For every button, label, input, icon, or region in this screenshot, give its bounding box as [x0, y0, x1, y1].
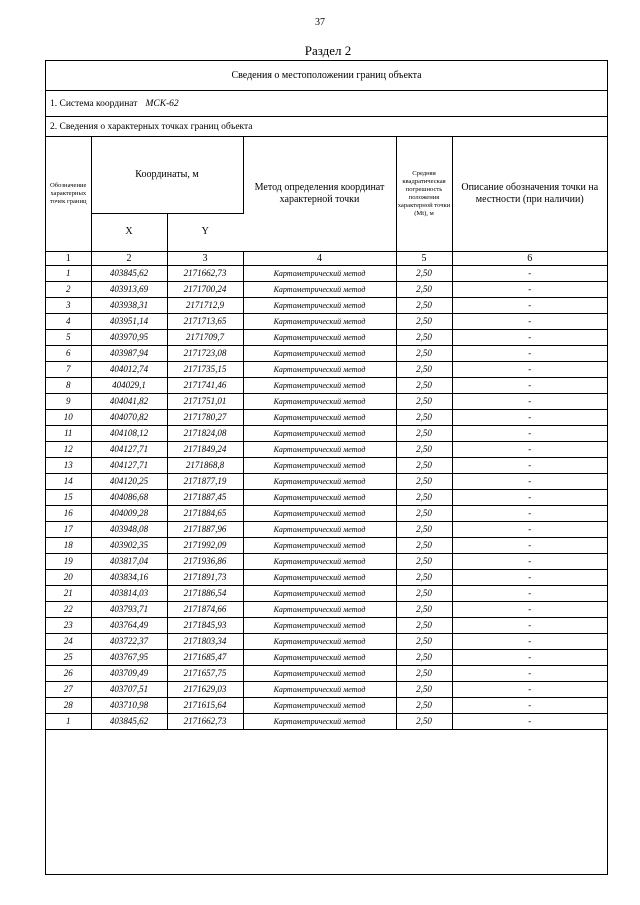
- method-cell: Картометрический метод: [243, 345, 396, 361]
- description-cell: -: [452, 265, 607, 281]
- table-row: [46, 409, 607, 425]
- table-row: [46, 601, 607, 617]
- accuracy-cell: 2,50: [396, 489, 452, 505]
- point-number-cell: 3: [46, 297, 91, 313]
- description-cell: -: [452, 601, 607, 617]
- description-cell: -: [452, 569, 607, 585]
- accuracy-cell: 2,50: [396, 457, 452, 473]
- point-number-cell: 4: [46, 313, 91, 329]
- table-row: [46, 713, 607, 729]
- table-row: [46, 665, 607, 681]
- col-number: 2: [91, 251, 167, 265]
- y-coordinate-cell: 2171662,73: [167, 713, 243, 729]
- method-cell: Картометрический метод: [243, 553, 396, 569]
- description-cell: -: [452, 697, 607, 713]
- y-coordinate-cell: 2171741,46: [167, 377, 243, 393]
- table-row: [46, 329, 607, 345]
- x-coordinate-cell: 404070,82: [91, 409, 167, 425]
- point-number-cell: 20: [46, 569, 91, 585]
- y-coordinate-cell: 2171629,03: [167, 681, 243, 697]
- description-cell: -: [452, 393, 607, 409]
- point-number-cell: 1: [46, 265, 91, 281]
- method-cell: Картометрический метод: [243, 457, 396, 473]
- col-coordinates: Координаты, м: [91, 137, 243, 213]
- table-row: [46, 553, 607, 569]
- point-number-cell: 1: [46, 713, 91, 729]
- accuracy-cell: 2,50: [396, 681, 452, 697]
- description-cell: -: [452, 441, 607, 457]
- point-number-cell: 8: [46, 377, 91, 393]
- description-cell: -: [452, 505, 607, 521]
- method-cell: Картометрический метод: [243, 441, 396, 457]
- x-coordinate-cell: 403948,08: [91, 521, 167, 537]
- accuracy-cell: 2,50: [396, 441, 452, 457]
- description-cell: -: [452, 537, 607, 553]
- method-cell: Картометрический метод: [243, 505, 396, 521]
- point-number-cell: 13: [46, 457, 91, 473]
- y-coordinate-cell: 2171803,34: [167, 633, 243, 649]
- method-cell: Картометрический метод: [243, 377, 396, 393]
- accuracy-cell: 2,50: [396, 297, 452, 313]
- accuracy-cell: 2,50: [396, 521, 452, 537]
- description-cell: -: [452, 585, 607, 601]
- y-coordinate-cell: 2171874,66: [167, 601, 243, 617]
- description-cell: -: [452, 345, 607, 361]
- description-cell: -: [452, 409, 607, 425]
- x-coordinate-cell: 403913,69: [91, 281, 167, 297]
- point-number-cell: 7: [46, 361, 91, 377]
- table-row: [46, 649, 607, 665]
- x-coordinate-cell: 403709,49: [91, 665, 167, 681]
- description-cell: -: [452, 361, 607, 377]
- table-row: [46, 345, 607, 361]
- x-coordinate-cell: 404009,28: [91, 505, 167, 521]
- description-cell: -: [452, 313, 607, 329]
- point-number-cell: 27: [46, 681, 91, 697]
- col-number: 4: [243, 251, 396, 265]
- accuracy-cell: 2,50: [396, 361, 452, 377]
- coordinate-system-label: 1. Система координат: [50, 99, 138, 109]
- x-coordinate-cell: 403845,62: [91, 713, 167, 729]
- col-y: Y: [167, 213, 243, 251]
- accuracy-cell: 2,50: [396, 377, 452, 393]
- y-coordinate-cell: 2171891,73: [167, 569, 243, 585]
- x-coordinate-cell: 404127,71: [91, 441, 167, 457]
- x-coordinate-cell: 403817,04: [91, 553, 167, 569]
- y-coordinate-cell: 2171615,64: [167, 697, 243, 713]
- accuracy-cell: 2,50: [396, 713, 452, 729]
- points-heading: 2. Сведения о характерных точках границ объекта: [46, 117, 607, 137]
- table-row: [46, 393, 607, 409]
- x-coordinate-cell: 404120,25: [91, 473, 167, 489]
- table-row: [46, 377, 607, 393]
- accuracy-cell: 2,50: [396, 505, 452, 521]
- table-row: [46, 265, 607, 281]
- x-coordinate-cell: 404041,82: [91, 393, 167, 409]
- method-cell: Картометрический метод: [243, 521, 396, 537]
- x-coordinate-cell: 404127,71: [91, 457, 167, 473]
- y-coordinate-cell: 2171992,09: [167, 537, 243, 553]
- description-cell: -: [452, 617, 607, 633]
- accuracy-cell: 2,50: [396, 553, 452, 569]
- y-coordinate-cell: 2171657,75: [167, 665, 243, 681]
- table-row: [46, 697, 607, 713]
- method-cell: Картометрический метод: [243, 489, 396, 505]
- method-cell: Картометрический метод: [243, 617, 396, 633]
- method-cell: Картометрический метод: [243, 681, 396, 697]
- x-coordinate-cell: 403764,49: [91, 617, 167, 633]
- accuracy-cell: 2,50: [396, 569, 452, 585]
- y-coordinate-cell: 2171936,86: [167, 553, 243, 569]
- method-cell: Картометрический метод: [243, 361, 396, 377]
- table-row: [46, 457, 607, 473]
- point-number-cell: 18: [46, 537, 91, 553]
- point-number-cell: 5: [46, 329, 91, 345]
- y-coordinate-cell: 2171868,8: [167, 457, 243, 473]
- y-coordinate-cell: 2171662,73: [167, 265, 243, 281]
- description-cell: -: [452, 665, 607, 681]
- point-number-cell: 2: [46, 281, 91, 297]
- x-coordinate-cell: 403707,51: [91, 681, 167, 697]
- x-coordinate-cell: 404029,1: [91, 377, 167, 393]
- x-coordinate-cell: 403814,03: [91, 585, 167, 601]
- table-row: [46, 361, 607, 377]
- accuracy-cell: 2,50: [396, 313, 452, 329]
- point-number-cell: 24: [46, 633, 91, 649]
- accuracy-cell: 2,50: [396, 393, 452, 409]
- y-coordinate-cell: 2171700,24: [167, 281, 243, 297]
- coordinate-system-value: МСК-62: [145, 99, 179, 109]
- description-cell: -: [452, 377, 607, 393]
- column-numbers-row: [46, 251, 607, 265]
- col-accuracy: Средняя квадратическая погрешность положения характерной точки (Mt), м: [396, 137, 452, 251]
- point-number-cell: 17: [46, 521, 91, 537]
- description-cell: -: [452, 521, 607, 537]
- accuracy-cell: 2,50: [396, 425, 452, 441]
- table-row: [46, 633, 607, 649]
- header-row: [46, 137, 607, 213]
- point-number-cell: 6: [46, 345, 91, 361]
- y-coordinate-cell: 2171884,65: [167, 505, 243, 521]
- x-coordinate-cell: 404012,74: [91, 361, 167, 377]
- y-coordinate-cell: 2171824,08: [167, 425, 243, 441]
- table-row: [46, 521, 607, 537]
- accuracy-cell: 2,50: [396, 649, 452, 665]
- method-cell: Картометрический метод: [243, 649, 396, 665]
- table-row: [46, 281, 607, 297]
- method-cell: Картометрический метод: [243, 473, 396, 489]
- accuracy-cell: 2,50: [396, 281, 452, 297]
- table-row: [46, 537, 607, 553]
- y-coordinate-cell: 2171751,01: [167, 393, 243, 409]
- point-number-cell: 16: [46, 505, 91, 521]
- description-cell: -: [452, 281, 607, 297]
- y-coordinate-cell: 2171780,27: [167, 409, 243, 425]
- y-coordinate-cell: 2171685,47: [167, 649, 243, 665]
- col-number: 5: [396, 251, 452, 265]
- x-coordinate-cell: 403834,16: [91, 569, 167, 585]
- point-number-cell: 19: [46, 553, 91, 569]
- points-table: [46, 137, 607, 730]
- table-row: [46, 473, 607, 489]
- table-row: [46, 681, 607, 697]
- coordinate-system-row: [46, 91, 607, 117]
- y-coordinate-cell: 2171723,08: [167, 345, 243, 361]
- x-coordinate-cell: 403845,62: [91, 265, 167, 281]
- accuracy-cell: 2,50: [396, 697, 452, 713]
- x-coordinate-cell: 403767,95: [91, 649, 167, 665]
- y-coordinate-cell: 2171735,15: [167, 361, 243, 377]
- description-cell: -: [452, 553, 607, 569]
- accuracy-cell: 2,50: [396, 409, 452, 425]
- y-coordinate-cell: 2171887,45: [167, 489, 243, 505]
- table-row: [46, 441, 607, 457]
- accuracy-cell: 2,50: [396, 617, 452, 633]
- x-coordinate-cell: 404108,12: [91, 425, 167, 441]
- col-description: Описание обозначения точки на местности (при наличии): [452, 137, 607, 251]
- col-number: 6: [452, 251, 607, 265]
- accuracy-cell: 2,50: [396, 473, 452, 489]
- description-cell: -: [452, 489, 607, 505]
- description-cell: -: [452, 713, 607, 729]
- accuracy-cell: 2,50: [396, 633, 452, 649]
- x-coordinate-cell: 404086,68: [91, 489, 167, 505]
- point-number-cell: 25: [46, 649, 91, 665]
- point-number-cell: 21: [46, 585, 91, 601]
- method-cell: Картометрический метод: [243, 633, 396, 649]
- x-coordinate-cell: 403793,71: [91, 601, 167, 617]
- description-cell: -: [452, 633, 607, 649]
- method-cell: Картометрический метод: [243, 329, 396, 345]
- x-coordinate-cell: 403902,35: [91, 537, 167, 553]
- table-row: [46, 569, 607, 585]
- point-number-cell: 15: [46, 489, 91, 505]
- accuracy-cell: 2,50: [396, 345, 452, 361]
- point-number-cell: 10: [46, 409, 91, 425]
- accuracy-cell: 2,50: [396, 329, 452, 345]
- y-coordinate-cell: 2171709,7: [167, 329, 243, 345]
- y-coordinate-cell: 2171713,65: [167, 313, 243, 329]
- y-coordinate-cell: 2171886,54: [167, 585, 243, 601]
- accuracy-cell: 2,50: [396, 585, 452, 601]
- col-number: 1: [46, 251, 91, 265]
- method-cell: Картометрический метод: [243, 601, 396, 617]
- table-row: [46, 425, 607, 441]
- x-coordinate-cell: 403987,94: [91, 345, 167, 361]
- method-cell: Картометрический метод: [243, 569, 396, 585]
- accuracy-cell: 2,50: [396, 537, 452, 553]
- method-cell: Картометрический метод: [243, 585, 396, 601]
- description-cell: -: [452, 473, 607, 489]
- method-cell: Картометрический метод: [243, 713, 396, 729]
- point-number-cell: 12: [46, 441, 91, 457]
- description-cell: -: [452, 681, 607, 697]
- accuracy-cell: 2,50: [396, 601, 452, 617]
- method-cell: Картометрический метод: [243, 297, 396, 313]
- accuracy-cell: 2,50: [396, 265, 452, 281]
- point-number-cell: 9: [46, 393, 91, 409]
- section-title: Раздел 2: [304, 43, 352, 58]
- x-coordinate-cell: 403970,95: [91, 329, 167, 345]
- table-row: [46, 505, 607, 521]
- page-number: 37: [315, 17, 325, 28]
- y-coordinate-cell: 2171712,9: [167, 297, 243, 313]
- description-cell: -: [452, 329, 607, 345]
- point-number-cell: 26: [46, 665, 91, 681]
- method-cell: Картометрический метод: [243, 313, 396, 329]
- col-method: Метод определения координат характерной точки: [243, 137, 396, 251]
- description-cell: -: [452, 297, 607, 313]
- method-cell: Картометрический метод: [243, 265, 396, 281]
- description-cell: -: [452, 649, 607, 665]
- x-coordinate-cell: 403722,37: [91, 633, 167, 649]
- y-coordinate-cell: 2171887,96: [167, 521, 243, 537]
- y-coordinate-cell: 2171849,24: [167, 441, 243, 457]
- col-number: 3: [167, 251, 243, 265]
- point-number-cell: 14: [46, 473, 91, 489]
- method-cell: Картометрический метод: [243, 537, 396, 553]
- x-coordinate-cell: 403951,14: [91, 313, 167, 329]
- col-point-designation: Обозначение характерных точек границ: [46, 137, 91, 251]
- method-cell: Картометрический метод: [243, 665, 396, 681]
- y-coordinate-cell: 2171877,19: [167, 473, 243, 489]
- description-cell: -: [452, 425, 607, 441]
- method-cell: Картометрический метод: [243, 425, 396, 441]
- point-number-cell: 28: [46, 697, 91, 713]
- y-coordinate-cell: 2171845,93: [167, 617, 243, 633]
- method-cell: Картометрический метод: [243, 409, 396, 425]
- document-frame: [45, 60, 608, 875]
- description-cell: -: [452, 457, 607, 473]
- header-title: Сведения о местоположении границ объекта: [46, 61, 607, 91]
- table-row: [46, 297, 607, 313]
- table-row: [46, 489, 607, 505]
- method-cell: Картометрический метод: [243, 697, 396, 713]
- x-coordinate-cell: 403938,31: [91, 297, 167, 313]
- method-cell: Картометрический метод: [243, 281, 396, 297]
- table-row: [46, 313, 607, 329]
- point-number-cell: 23: [46, 617, 91, 633]
- table-row: [46, 585, 607, 601]
- method-cell: Картометрический метод: [243, 393, 396, 409]
- table-row: [46, 617, 607, 633]
- col-x: X: [91, 213, 167, 251]
- point-number-cell: 11: [46, 425, 91, 441]
- point-number-cell: 22: [46, 601, 91, 617]
- x-coordinate-cell: 403710,98: [91, 697, 167, 713]
- accuracy-cell: 2,50: [396, 665, 452, 681]
